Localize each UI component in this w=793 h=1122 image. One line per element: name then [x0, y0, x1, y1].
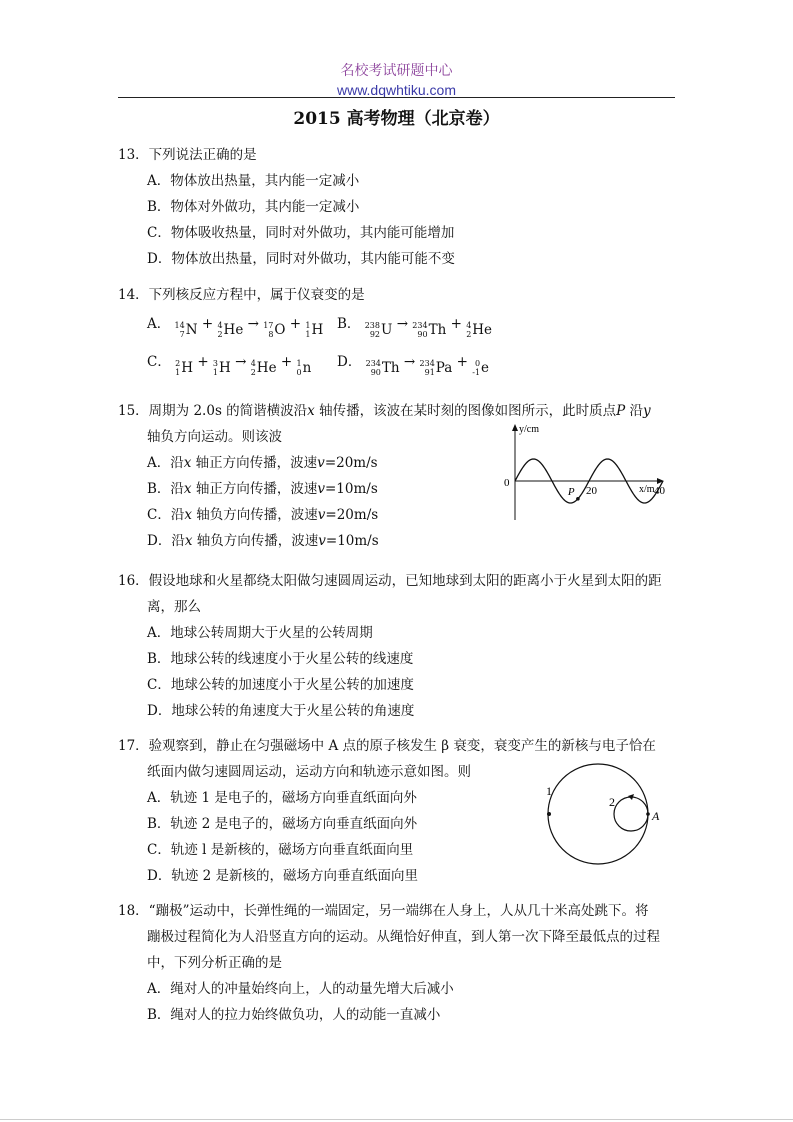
origin-label: 0 — [504, 477, 510, 489]
option-row-cd — [118, 346, 527, 384]
question-14 — [118, 282, 527, 384]
label-2: 2 — [609, 795, 615, 809]
option-d: D．物体放出热量，同时对外做功，其内能可能不变 — [147, 251, 455, 267]
question-stem: 13．下列说法正确的是 — [118, 147, 257, 163]
option-a: A．沿x 轴正方向传播，波速v=20m/s — [147, 455, 378, 471]
option-b: B． 238 92 U → 234 90 Th + 4 2 He — [337, 316, 493, 339]
option-a: A．轨迹 1 是电子的，磁场方向垂直纸面向外 — [147, 790, 417, 806]
trajectory-1 — [548, 764, 648, 864]
option-c: C． 2 1 H + 3 1 H → 4 2 He + 1 0 n — [147, 354, 312, 377]
question-stem-line2: 离，那么 — [147, 599, 201, 615]
y-axis-label: y/cm — [519, 424, 539, 435]
question-13 — [118, 142, 455, 272]
site-url[interactable]: www.dqwhtiku.com — [336, 82, 457, 98]
option-a: A．地球公转周期大于火星的公转周期 — [147, 625, 373, 641]
tick-label-20: 20 — [586, 485, 597, 497]
question-stem: 16．假设地球和火星都绕太阳做匀速圆周运动，已知地球到太阳的距离小于火星到太阳的距 — [118, 573, 662, 589]
question-stem: 18．“蹦极”运动中，长弹性绳的一端固定，另一端绑在人身上，人从几十米高处跳下。将 — [118, 903, 649, 919]
option-d: D．轨迹 2 是新核的，磁场方向垂直纸面向里 — [147, 868, 418, 884]
wave-graph — [495, 420, 670, 525]
question-stem: 15．周期为 2.0s 的简谐横波沿x 轴传播，该波在某时刻的图像如图所示，此时质点P 沿y — [118, 403, 651, 419]
option-b: B．绳对人的拉力始终做负功，人的动能一直减小 — [147, 1007, 441, 1023]
label-1: 1 — [546, 784, 552, 798]
option-b: B．轨迹 2 是电子的，磁场方向垂直纸面向外 — [147, 816, 418, 832]
option-d: D．沿x 轴负方向传播，波速v=10m/s — [147, 533, 379, 549]
option-a: A． 14 7 N + 4 2 He → 17 8 O + 1 1 H — [147, 316, 324, 339]
point-p — [576, 497, 580, 501]
question-stem: 17．验观察到，静止在匀强磁场中 A 点的原子核发生 β 衰变，衰变产生的新核与电子恰在 — [118, 738, 656, 754]
tick-label-40: 40 — [654, 485, 665, 497]
question-stem-line3: 中，下列分析正确的是 — [147, 955, 282, 971]
page-header — [0, 60, 793, 98]
option-d: D．地球公转的角速度大于火星公转的角速度 — [147, 703, 415, 719]
page-title: 2015 高考物理（北京卷） — [293, 109, 500, 129]
option-b: B．沿x 轴正方向传播，波速v=10m/s — [147, 481, 378, 497]
option-c: C．地球公转的加速度小于火星公转的加速度 — [147, 677, 414, 693]
option-row-ab — [118, 308, 527, 346]
question-stem: 14．下列核反应方程中，属于仪衰变的是 — [118, 287, 365, 303]
point-a — [646, 812, 650, 816]
option-c: C．物体吸收热量，同时对外做功，其内能可能增加 — [147, 225, 455, 241]
question-16 — [118, 568, 662, 724]
question-stem-line2: 蹦极过程简化为人沿竖直方向的运动。从绳恰好伸直，到人第一次下降至最低点的过程 — [147, 929, 660, 945]
option-a: A．物体放出热量，其内能一定减小 — [147, 173, 360, 189]
page-bottom-edge — [0, 1119, 793, 1120]
option-d: D． 234 90 Th → 234 91 Pa + 0 -1 e — [337, 354, 490, 377]
trajectory-1-marker — [547, 812, 551, 816]
question-stem-line2: 轴负方向运动。则该波 — [147, 429, 282, 445]
option-c: C．轨迹 l 是新核的，磁场方向垂直纸面向里 — [147, 842, 414, 858]
option-c: C．沿x 轴负方向传播，波速v=20m/s — [147, 507, 379, 523]
point-p-label: P — [567, 485, 575, 498]
question-stem-line2: 纸面内做匀速圆周运动，运动方向和轨迹示意如图。则 — [147, 764, 471, 780]
question-18 — [118, 898, 660, 1028]
option-a: A．绳对人的冲量始终向上，人的动量先增大后减小 — [147, 981, 454, 997]
trajectory-diagram — [538, 762, 668, 868]
x-axis-label: x/m — [639, 484, 655, 495]
y-axis-arrow — [512, 424, 518, 431]
site-name: 名校考试研题中心 — [340, 63, 453, 79]
option-b: B．物体对外做功，其内能一定减小 — [147, 199, 360, 215]
label-a: A — [652, 809, 660, 823]
trajectory-2 — [614, 797, 648, 831]
option-b: B．地球公转的线速度小于火星公转的线速度 — [147, 651, 414, 667]
header-divider — [118, 97, 675, 98]
